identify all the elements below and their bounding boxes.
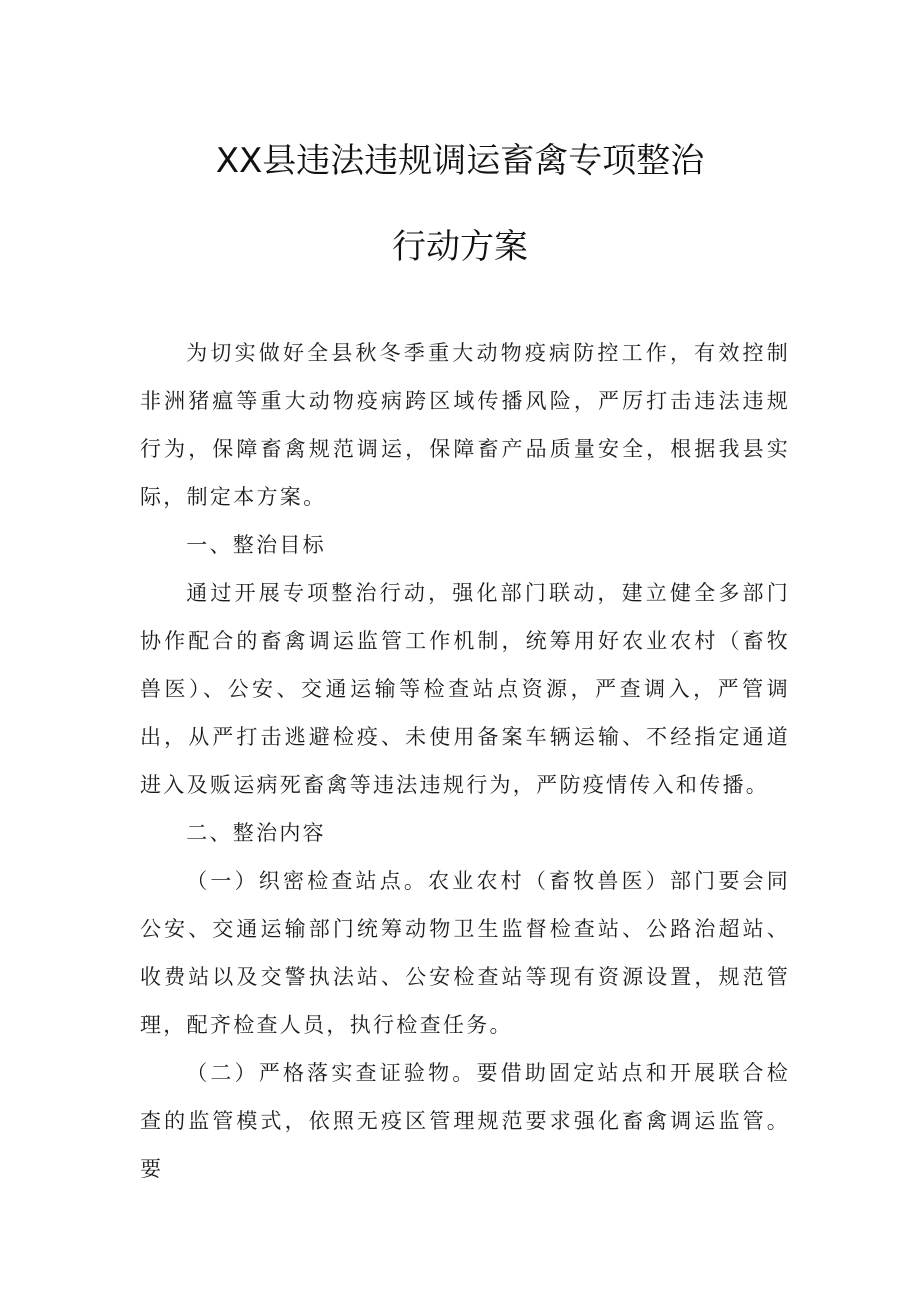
section2-heading <box>140 809 790 857</box>
section2-heading-text: 二、整治内容 <box>186 821 326 845</box>
section1-paragraph <box>140 569 790 809</box>
section2-item2-text: （二）严格落实查证验物。要借助固定站点和开展联合检查的监管模式，依照无疫区管理规范要求强化畜禽调运监管。要 <box>140 1061 790 1181</box>
section1-paragraph-text: 通过开展专项整治行动，强化部门联动，建立健全多部门协作配合的畜禽调运监管工作机制，统筹用好农业农村（畜牧兽医）、公安、交通运输等检查站点资源，严查调入，严管调出，从严打击逃避检疫、未使用备案车辆运输、不经指定通道进入及贩运病死畜禽等违法违规行为，严防疫情传入和传播。 <box>140 581 790 797</box>
document-title-line2: 行动方案 <box>392 227 528 267</box>
section1-heading-text: 一、整治目标 <box>186 533 326 557</box>
section2-item1-paragraph <box>140 857 790 1049</box>
document-title-line1: XX县违法违规调运畜禽专项整治 <box>215 141 705 181</box>
intro-paragraph <box>140 329 790 521</box>
section1-heading <box>140 521 790 569</box>
intro-paragraph-text: 为切实做好全县秋冬季重大动物疫病防控工作，有效控制非洲猪瘟等重大动物疫病跨区域传播风险，严厉打击违法违规行为，保障畜禽规范调运，保障畜产品质量安全，根据我县实际，制定本方案。 <box>140 341 790 509</box>
section2-item2-paragraph <box>140 1049 790 1193</box>
section2-item1-text: （一）织密检查站点。农业农村（畜牧兽医）部门要会同公安、交通运输部门统筹动物卫生监督检查站、公路治超站、收费站以及交警执法站、公安检查站等现有资源设置，规范管理，配齐检查人员，执行检查任务。 <box>140 869 790 1037</box>
